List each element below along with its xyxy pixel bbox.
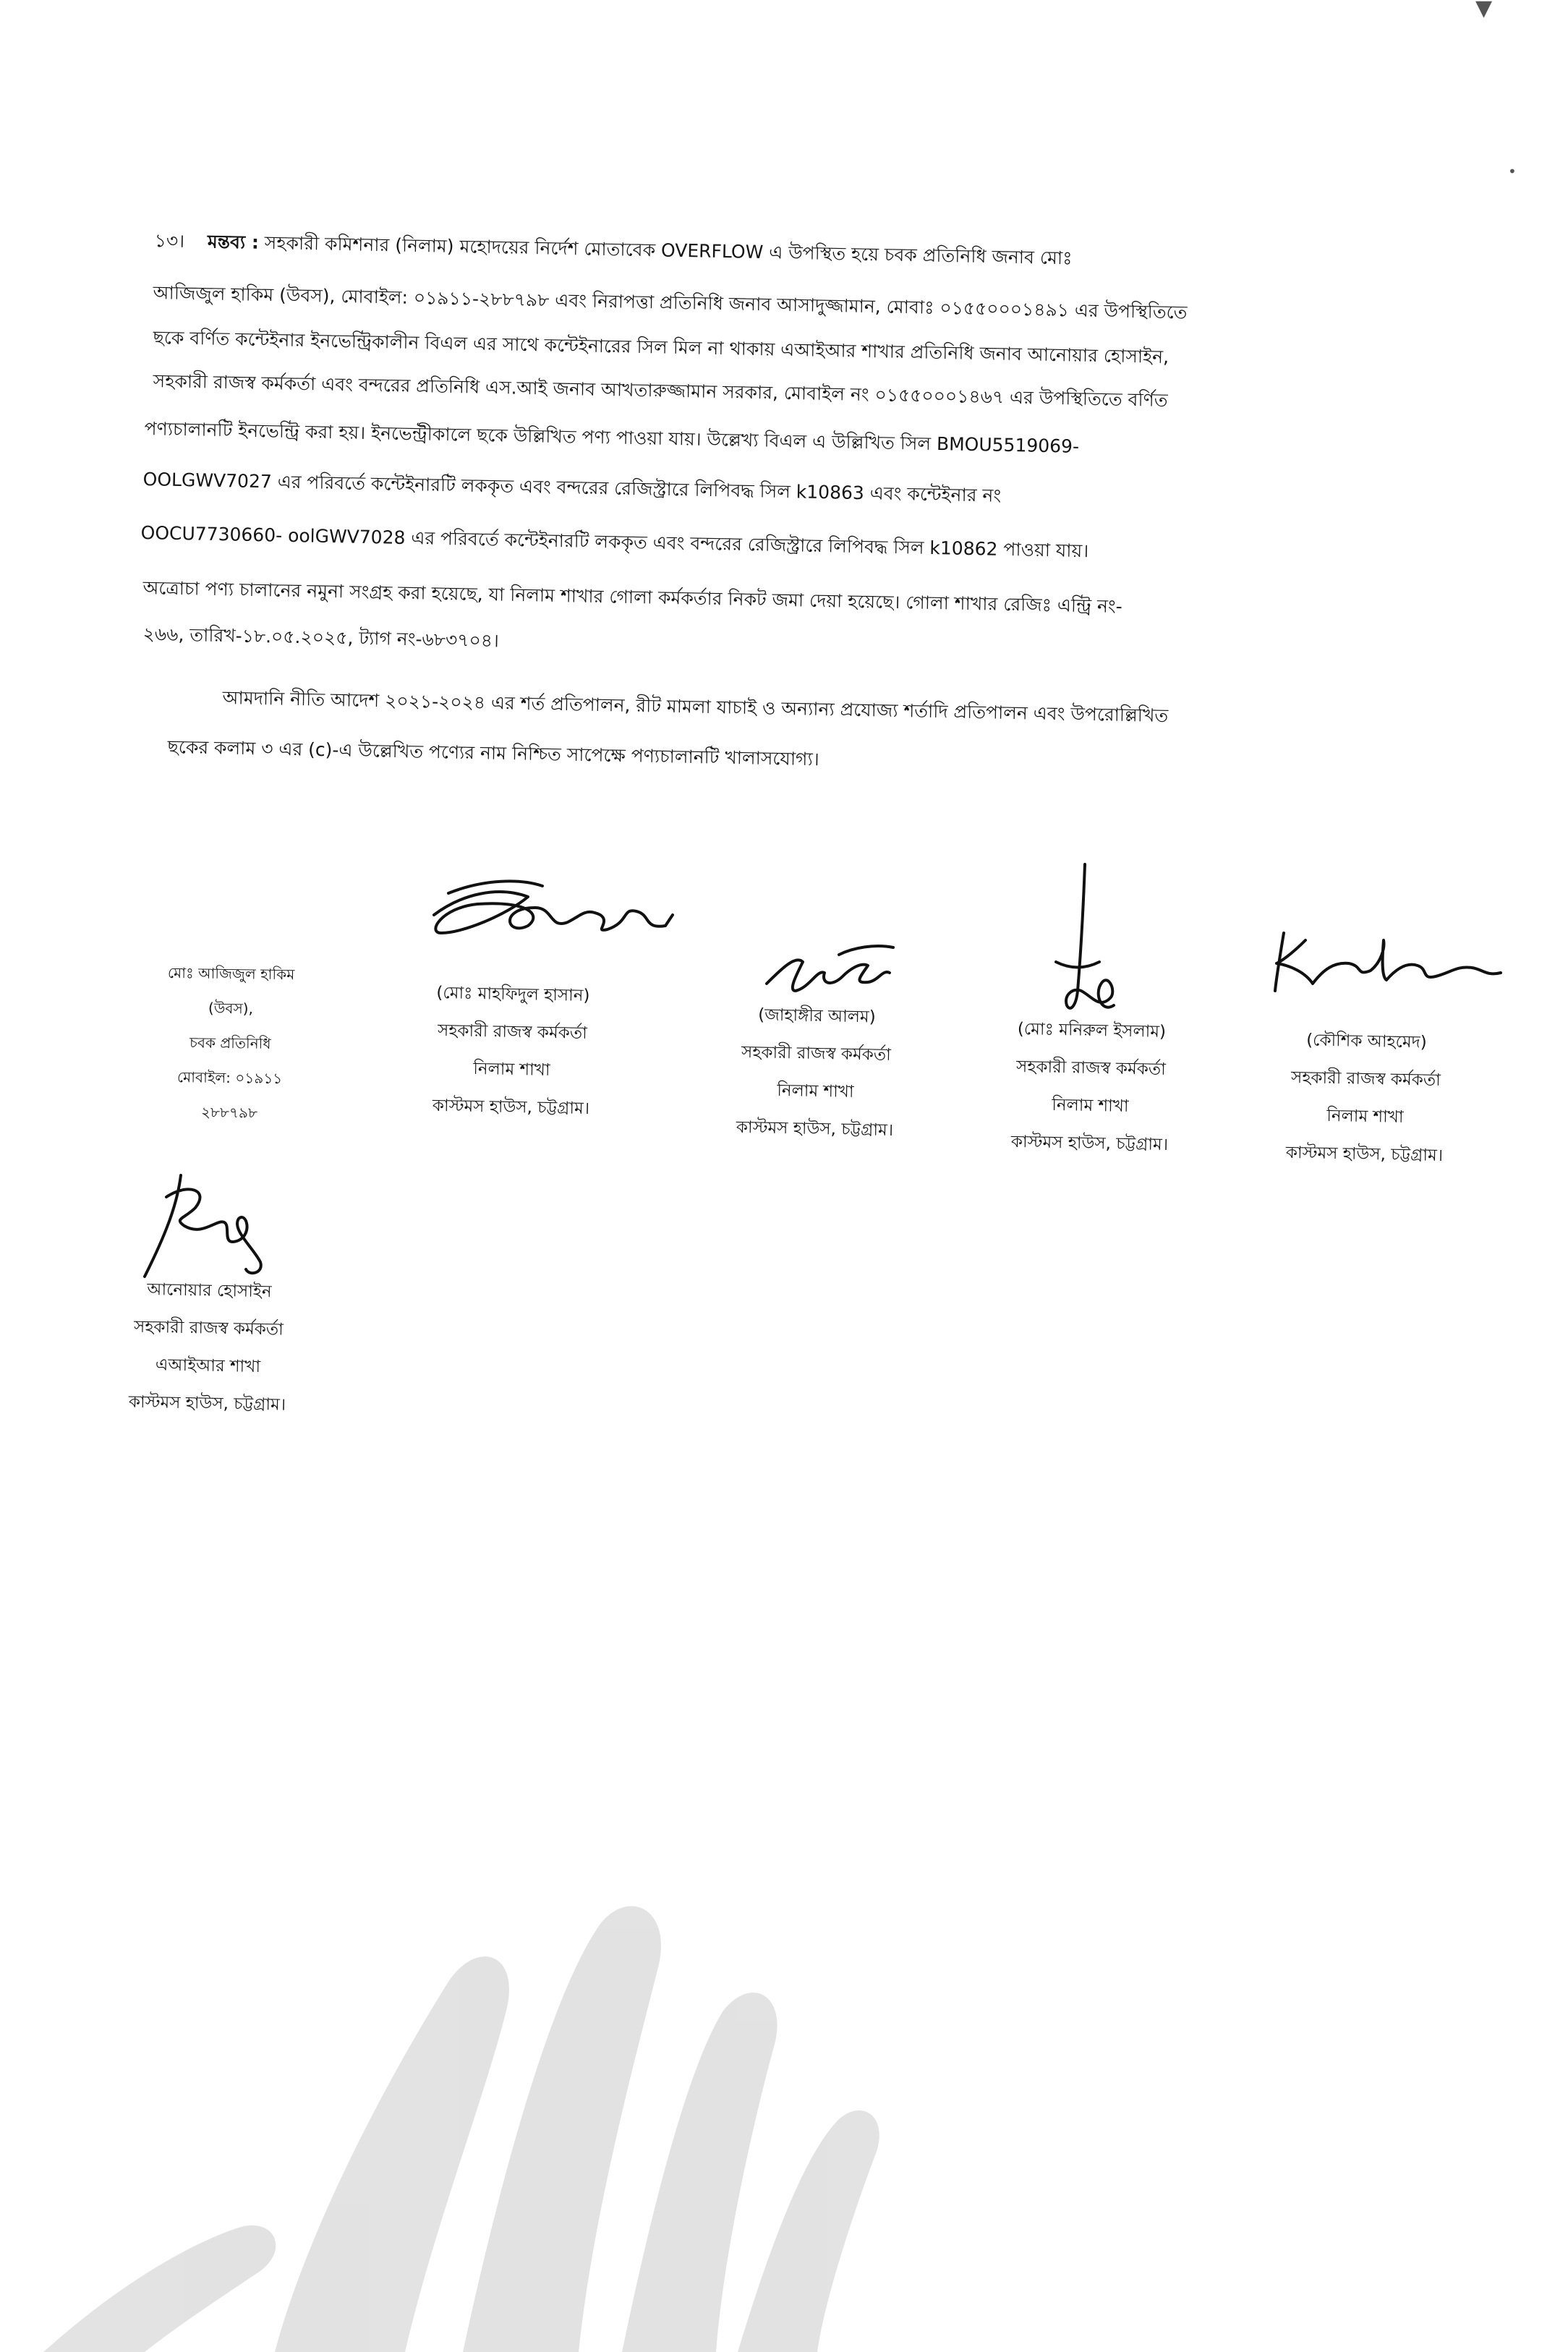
officer-3-designation: সহকারী রাজস্ব কর্মকর্তা (1015, 1057, 1167, 1079)
officer-1-name: (মোঃ মাহফিদুল হাসান) (436, 983, 590, 1005)
remarks-line-2: আজিজুল হাকিম (উবস), মোবাইল: ০১৯১১-২৮৮৭৯৮ এবং নিরাপত্তা প্রতিনিধি জনাব আসাদুজ্জামান, মোবাঃ ০১৫৫০০০১৪৯১ এর উপস্থিতিতে (153, 282, 1188, 323)
officer-1-section: নিলাম শাখা (473, 1059, 550, 1080)
officer-2-section: নিলাম শাখা (777, 1081, 854, 1102)
officer-2-block (666, 994, 966, 1151)
remarks-number: ১৩। (154, 230, 185, 252)
officer-1-designation: সহকারী রাজস্ব কর্মকর্তা (437, 1021, 588, 1043)
port-rep-block (121, 955, 340, 1131)
remarks-line-5: পণ্যচালানটি ইনভেন্ট্রি করা হয়। ইনভেন্ট্রীকালে ছকে উল্লিখিত পণ্য পাওয়া যায়। উল্লেখ্য বিএল এ উল্লিখিত সিল BMOU5519069- (144, 418, 1080, 457)
air-officer-name: আনোয়ার হোসাইন (147, 1279, 272, 1302)
remarks-line-3: ছকে বর্ণিত কন্টেইনার ইনভেন্ট্রিকালীন বিএল এর সাথে কন্টেইনারের সিল মিল না থাকায় এআইআর শাখার প্রতিনিধি জনাব আনোয়ার হোসাইন, (153, 327, 1169, 367)
signature-3 (1041, 861, 1143, 1027)
officer-3-name: (মোঃ মনিরুল ইসলাম) (1017, 1019, 1167, 1041)
air-officer-section: এআইআর শাখা (155, 1355, 261, 1377)
officer-4-block (1216, 1020, 1515, 1176)
officer-1-office: কাস্টমস হাউস, চট্টগ্রাম। (432, 1096, 590, 1118)
port-rep-mobile-label: মোবাইল: ০১৯১১ (176, 1068, 283, 1088)
remarks-line-1 (154, 230, 1072, 269)
officer-1-block (362, 973, 662, 1129)
officer-3-section: নিলাম শাখা (1052, 1095, 1129, 1116)
corner-mark-right: • (1508, 163, 1517, 180)
signature-4 (1255, 919, 1508, 1005)
port-rep-title: (উবস), (208, 999, 254, 1018)
remarks-text: সহকারী কমিশনার (নিলাম) মহোদয়ের নির্দেশ মোতাবেক OVERFLOW এ উপস্থিত হয়ে চবক প্রতিনিধি জনাব মোঃ (264, 231, 1073, 269)
port-rep-org: চবক প্রতিনিধি (189, 1034, 271, 1052)
port-rep-name: মোঃ আজিজুল হাকিম (167, 963, 295, 984)
officer-2-designation: সহকারী রাজস্ব কর্মকর্তা (741, 1042, 892, 1065)
officer-4-name: (কৌশিক আহমেদ) (1305, 1031, 1427, 1052)
hand-shadow (0, 1779, 1568, 2352)
policy-line-2: ছকের কলাম ৩ এর (c)-এ উল্লেখিত পণ্যের নাম নিশ্চিত সাপেক্ষে পণ্যচালানটি খালাসযোগ্য। (167, 736, 819, 770)
corner-mark-top: ▼ (1475, 0, 1493, 21)
officer-2-name: (জাহাঙ্গীর আলম) (757, 1005, 876, 1027)
remarks-line-6: OOLGWV7027 এর পরিবর্তে কন্টেইনারটি লককৃত এবং বন্দরের রেজিস্ট্রারে লিপিবদ্ধ সিল k10863 এবং কন্টেইনার নং (142, 469, 1002, 506)
air-officer-designation: সহকারী রাজস্ব কর্মকর্তা (133, 1317, 284, 1339)
policy-line-1: আমদানি নীতি আদেশ ২০২১-২০২৪ এর শর্ত প্রতিপালন, রীট মামলা যাচাই ও অন্যান্য প্রযোজ্য শর্তাদি প্রতিপালন এবং উপরোল্লিখিত (222, 687, 1169, 727)
air-officer-office: কাস্টমস হাউস, চট্টগ্রাম। (128, 1392, 286, 1415)
air-officer-block (69, 1269, 347, 1425)
remarks-line-4: সহকারী রাজস্ব কর্মকর্তা এবং বন্দরের প্রতিনিধি এস.আই জনাব আখতারুজ্জামান সরকার, মোবাইল নং ০১৫৫০০০১৪৬৭ এর উপস্থিতিতে বর্ণিত (153, 370, 1168, 411)
officer-2-office: কাস্টমস হাউস, চট্টগ্রাম। (736, 1117, 894, 1140)
signature-1 (419, 864, 680, 973)
officer-3-office: কাস্টমস হাউস, চট্টগ্রাম। (1010, 1132, 1169, 1154)
officer-4-designation: সহকারী রাজস্ব কর্মকর্তা (1290, 1068, 1441, 1090)
port-rep-mobile-number: ২৮৮৭৯৮ (200, 1103, 258, 1122)
officer-4-office: কাস্টমস হাউস, চট্টগ্রাম। (1285, 1143, 1444, 1165)
remarks-label: মন্তব্য : (207, 231, 260, 253)
officer-3-block (941, 1009, 1240, 1165)
remarks-line-8: অত্রোচা পণ্য চালানের নমুনা সংগ্রহ করা হয়েছে, যা নিলাম শাখার গোলা কর্মকর্তার নিকট জমা দেয়া হয়েছে। গোলা শাখার রেজিঃ এন্ট্রি নং- (142, 577, 1123, 617)
remarks-line-7: OOCU7730660- oolGWV7028 এর পরিবর্তে কন্টেইনারটি লককৃত এবং বন্দরের রেজিস্ট্রারে লিপিবদ্ধ সিল k10862 পাওয়া যায়। (140, 522, 1089, 562)
remarks-line-9: ২৬৬, তারিখ-১৮.০৫.২০২৫, ট্যাগ নং-৬৮৩৭০৪। (142, 623, 500, 652)
officer-4-section: নিলাম শাখা (1326, 1106, 1404, 1127)
